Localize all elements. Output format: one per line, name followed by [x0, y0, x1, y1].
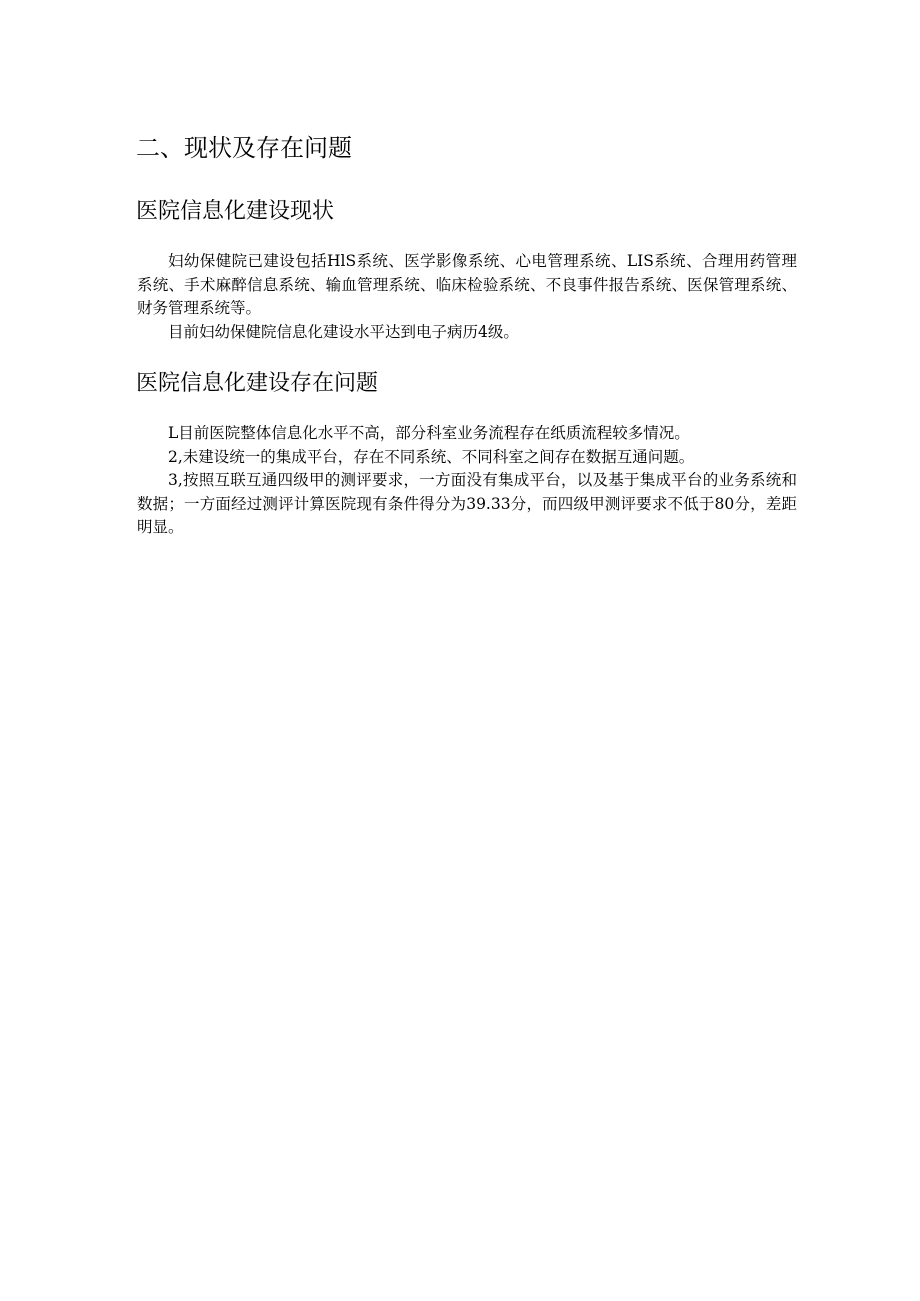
section-title: 二、现状及存在问题	[136, 134, 352, 162]
paragraph: 3,按照互联互通四级甲的测评要求，一方面没有集成平台，以及基于集成平台的业务系统和数据；一方面经过测评计算医院现有条件得分为39.33分，而四级甲测评要求不低于80分，差距明显。	[137, 471, 797, 536]
subsection-body-problems	[137, 422, 797, 540]
paragraph: 妇幼保健院已建设包括HlS系统、医学影像系统、心电管理系统、LIS系统、合理用药管理系统、手术麻醉信息系统、输血管理系统、临床检验系统、不良事件报告系统、医保管理系统、财务管理系统等。	[137, 252, 797, 317]
subsection-title-problems: 医院信息化建设存在问题	[136, 371, 379, 396]
subsection-title-status: 医院信息化建设现状	[136, 199, 335, 224]
paragraph: L目前医院整体信息化水平不高，部分科室业务流程存在纸质流程较多情况。	[168, 424, 690, 442]
paragraph: 2,未建设统一的集成平台，存在不同系统、不同科室之间存在数据互通问题。	[168, 447, 695, 466]
paragraph: 目前妇幼保健院信息化建设水平达到电子病历4级。	[168, 322, 519, 341]
subsection-body-status	[137, 250, 797, 344]
document-content	[137, 128, 797, 540]
